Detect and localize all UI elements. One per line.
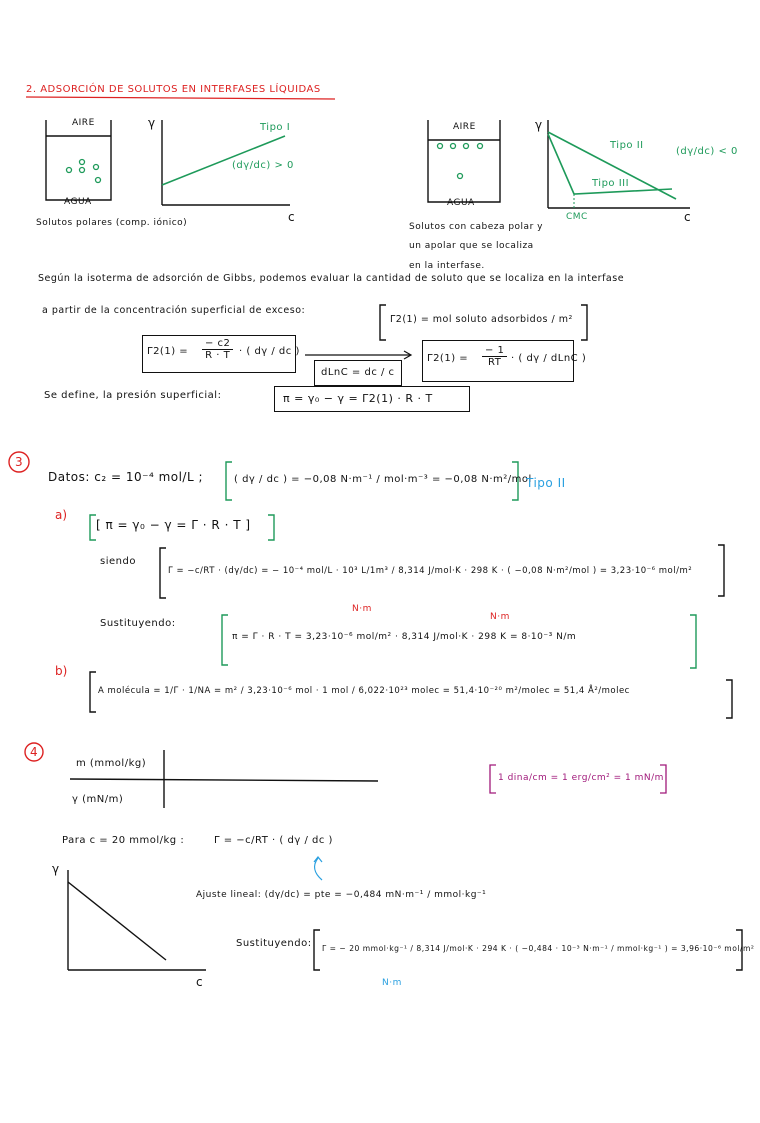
eq2-num: − 1 bbox=[482, 345, 507, 357]
graph-1-x-label: c bbox=[288, 210, 295, 224]
eq-gibbs-box bbox=[142, 335, 300, 373]
section-4-sust-eq: Γ = − 20 mmol·kg⁻¹ / 8,314 J/mol·K · 294 K · ( −0,484 · 10⁻³ N·m⁻¹ / mmol·kg⁻¹ ) = 3,96·10⁻⁶ mol/m² bbox=[322, 944, 755, 953]
beaker-1-top-label: AIRE bbox=[72, 118, 95, 128]
datos-type: Tipo II bbox=[526, 476, 566, 490]
eq1-deriv: · ( dγ / dc ) bbox=[239, 346, 300, 357]
para-eq: Γ = −c/RT · ( dγ / dc ) bbox=[214, 835, 333, 846]
beaker-2-caption-2: un apolar que se localiza bbox=[409, 241, 534, 251]
eq-dlnc: dLnC = dc / c bbox=[321, 367, 395, 378]
section-2-title: 2. ADSORCIÓN DE SOLUTOS EN INTERFASES LÍQUIDAS bbox=[26, 84, 321, 95]
surface-pressure-text: Se define, la presión superficial: bbox=[44, 390, 222, 401]
gibbs-text-2: a partir de la concentración superficial de exceso: bbox=[42, 305, 306, 316]
siendo-label: siendo bbox=[100, 556, 136, 567]
table-row-2: γ (mN/m) bbox=[72, 794, 124, 805]
a-eq: [ π = γ₀ − γ = Γ · R · T ] bbox=[96, 518, 251, 532]
conversion: 1 dina/cm = 1 erg/cm² = 1 mN/m bbox=[498, 773, 664, 783]
para-text: Para c = 20 mmol/kg : bbox=[62, 835, 185, 846]
beaker-2-caption-3: en la interfase. bbox=[409, 261, 485, 271]
graph-2-cmc-label: CMC bbox=[566, 212, 588, 222]
graph-3-line bbox=[68, 882, 166, 960]
datos-text: Datos: c₂ = 10⁻⁴ mol/L ; bbox=[48, 470, 204, 484]
b-eq: A molécula = 1/Γ · 1/NA = m² / 3,23·10⁻⁶ mol · 1 mol / 6,022·10²³ molec = 51,4·10⁻²⁰ m²/molec = 51,4 Å²/molec bbox=[98, 686, 630, 696]
eq2-deriv: · ( dγ / dLnC ) bbox=[511, 353, 587, 364]
beaker-2-molecules bbox=[438, 144, 483, 179]
b-label: b) bbox=[55, 664, 68, 678]
eq1-lhs: Γ2(1) = bbox=[147, 346, 189, 357]
section-4-sust-note: N·m bbox=[382, 978, 402, 988]
eq2-lhs: Γ2(1) = bbox=[427, 353, 469, 364]
eq2-den: RT bbox=[488, 357, 502, 368]
beaker-2 bbox=[428, 120, 500, 202]
beaker-1 bbox=[46, 120, 111, 200]
surface-pressure-eq: π = γ₀ − γ = Γ2(1) · R · T bbox=[283, 392, 433, 405]
sustituyendo-label: Sustituyendo: bbox=[100, 618, 176, 629]
beaker-1-bottom-label: AGUA bbox=[64, 197, 92, 207]
siendo-eq: Γ = −c/RT · (dγ/dc) = − 10⁻⁴ mol/L · 10³ L/1m³ / 8,314 J/mol·K · 298 K · ( −0,08 N·m²/mol ) = 3,23·10⁻⁶ mol/m² bbox=[168, 566, 693, 576]
eq1-num: − c2 bbox=[202, 338, 233, 350]
graph-3-x-label: c bbox=[196, 975, 203, 989]
sustituyendo-note: N·m bbox=[490, 612, 510, 622]
beaker-1-caption: Solutos polares (comp. iónico) bbox=[36, 218, 188, 228]
graph-3-y-label: γ bbox=[52, 862, 60, 876]
eq1-fraction bbox=[202, 338, 233, 361]
gibbs-text-1: Según la isoterma de adsorción de Gibbs, podemos evaluar la cantidad de soluto que se localiza en la interfase bbox=[38, 273, 625, 284]
siendo-note: N·m bbox=[352, 604, 372, 614]
ajuste-text: Ajuste lineal: (dγ/dc) = pte = −0,484 mN·m⁻¹ / mmol·kg⁻¹ bbox=[196, 890, 487, 900]
eq2-fraction bbox=[482, 345, 507, 368]
graph-1-type-label: Tipo I bbox=[260, 122, 291, 133]
graph-1-y-label: γ bbox=[148, 116, 156, 130]
beaker-2-bottom-label: AGUA bbox=[447, 198, 475, 208]
graph-2-y-label: γ bbox=[535, 118, 543, 132]
section-3-number: 3 bbox=[15, 455, 23, 469]
gamma-definition: Γ2(1) = mol soluto adsorbidos / m² bbox=[390, 314, 573, 325]
graph-2-slope-label: (dγ/dc) < 0 bbox=[676, 146, 738, 157]
graph-3-axes bbox=[68, 870, 206, 970]
graph-2-type2-label: Tipo II bbox=[610, 140, 644, 151]
a-label: a) bbox=[55, 508, 68, 522]
eq-gibbs2-box bbox=[422, 340, 587, 382]
beaker-1-molecules bbox=[67, 160, 101, 183]
beaker-2-caption-1: Solutos con cabeza polar y bbox=[409, 222, 543, 232]
section-4-number: 4 bbox=[30, 745, 38, 759]
table-row-1: m (mmol/kg) bbox=[76, 758, 147, 769]
beaker-2-top-label: AIRE bbox=[453, 122, 476, 132]
graph-2-x-label: c bbox=[684, 210, 691, 224]
graph-1-slope-label: (dγ/dc) > 0 bbox=[232, 160, 294, 171]
eq-dlnc-box bbox=[314, 360, 402, 386]
datos-deriv: ( dγ / dc ) = −0,08 N·m⁻¹ / mol·m⁻³ = −0,08 N·m²/mol bbox=[234, 474, 532, 485]
title-underline bbox=[26, 97, 335, 99]
graph-2-type3-label: Tipo III bbox=[592, 178, 630, 189]
section-4-sust-label: Sustituyendo: bbox=[236, 938, 312, 949]
sustituyendo-eq: π = Γ · R · T = 3,23·10⁻⁶ mol/m² · 8,314 J/mol·K · 298 K = 8·10⁻³ N/m bbox=[232, 632, 577, 642]
surface-pressure-box bbox=[274, 386, 470, 412]
eq1-den: R · T bbox=[205, 350, 231, 361]
